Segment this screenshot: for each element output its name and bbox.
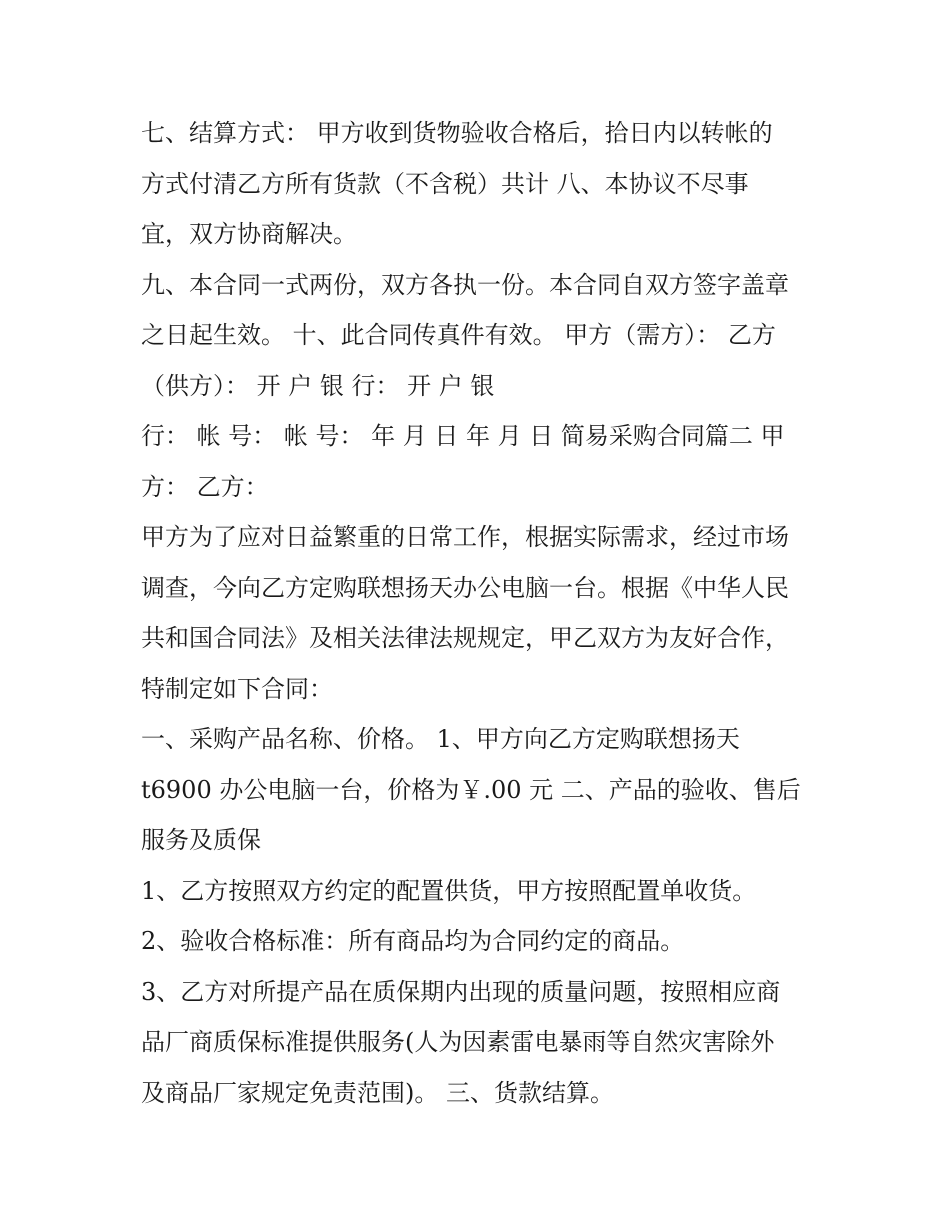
text-line: 及商品厂家规定免责范围)。 三、货款结算。 (141, 1078, 614, 1107)
text-line: （供方）： 开 户 银 行： 开 户 银 (141, 371, 495, 400)
text-line: 1、乙方按照双方约定的配置供货，甲方按照配置单收货。 (141, 876, 757, 905)
text-line: 宜，双方协商解决。 (141, 220, 357, 248)
text-line: 特制定如下合同： (141, 674, 333, 703)
text-line: 方： 乙方： (141, 472, 269, 501)
text-line: 行： 帐 号： 帐 号： 年 月 日 年 月 日 简易采购合同篇二 甲 (141, 422, 785, 450)
text-line: 一、采购产品名称、价格。 1、甲方向乙方定购联想扬天 (141, 725, 740, 753)
text-line: 七、结算方式： 甲方收到货物验收合格后，拾日内以转帐的 (141, 119, 773, 147)
text-line: 方式付清乙方所有货款（不含税）共计 八、本协议不尽事 (141, 169, 749, 198)
document-body (141, 108, 821, 1118)
text-line: 调查，今向乙方定购联想扬天办公电脑一台。根据《中华人民 (141, 573, 789, 602)
text-line: t6900 办公电脑一台，价格为￥.00 元 二、产品的验收、售后 (141, 775, 801, 804)
text-line: 品厂商质保标准提供服务(人为因素雷电暴雨等自然灾害除外 (141, 1028, 775, 1056)
text-line: 服务及质保 (141, 826, 261, 854)
text-line: 2、验收合格标准：所有商品均为合同约定的商品。 (141, 927, 685, 955)
text-line: 3、乙方对所提产品在质保期内出现的质量问题，按照相应商 (141, 977, 781, 1006)
text-line: 甲方为了应对日益繁重的日常工作，根据实际需求，经过市场 (141, 523, 789, 551)
text-line: 共和国合同法》及相关法律法规规定，甲乙双方为友好合作， (141, 624, 789, 652)
text-line: 之日起生效。 十、此合同传真件有效。 甲方（需方）： 乙方 (141, 321, 776, 349)
text-line: 九、本合同一式两份，双方各执一份。本合同自双方签字盖章 (141, 270, 789, 299)
